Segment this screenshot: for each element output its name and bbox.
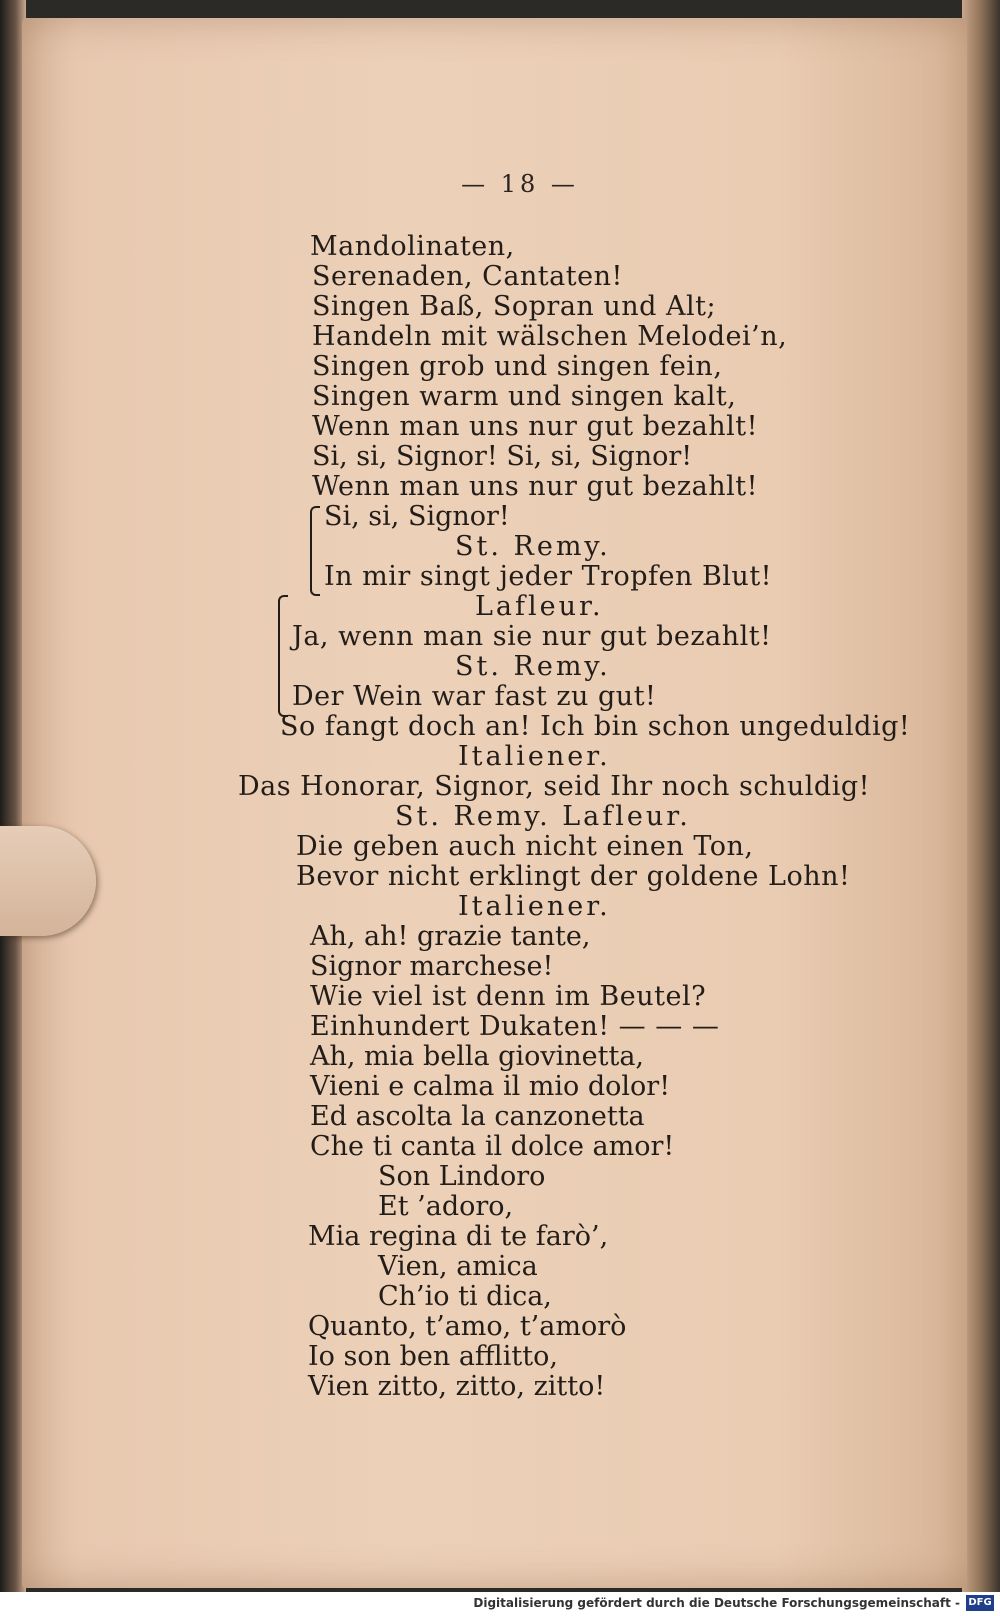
speaker-name: St. Remy. <box>455 531 611 562</box>
text-line: Ah, mia bella giovinetta, <box>310 1041 644 1072</box>
text-line: Son Lindoro <box>378 1161 546 1192</box>
footer-credit: Digitalisierung gefördert durch die Deutsche Forschungsgemeinschaft - <box>473 1596 960 1610</box>
text-line: Singen warm und singen kalt, <box>312 381 737 412</box>
text-line: Et ’adoro, <box>378 1191 514 1222</box>
speaker-name: Italiener. <box>458 891 611 922</box>
text-line: Handeln mit wälschen Melodei’n, <box>312 321 788 352</box>
text-line: Das Honorar, Signor, seid Ihr noch schuldig! <box>238 771 870 802</box>
brace <box>278 595 288 717</box>
text-line: Vien, amica <box>378 1251 538 1282</box>
book-right-edge <box>962 0 1000 1616</box>
text-line: Einhundert Dukaten! — — — <box>310 1011 720 1042</box>
text-line: Vien zitto, zitto, zitto! <box>308 1371 606 1402</box>
text-line: Bevor nicht erklingt der goldene Lohn! <box>296 861 851 892</box>
speaker-name: St. Remy. <box>455 651 611 682</box>
dfg-logo: DFG <box>966 1595 994 1611</box>
text-line: Signor marchese! <box>310 951 554 982</box>
text-line: Ah, ah! grazie tante, <box>310 921 591 952</box>
text-line: Serenaden, Cantaten! <box>312 261 623 292</box>
text-line: Singen grob und singen fein, <box>312 351 723 382</box>
brace <box>310 506 320 596</box>
text-line: Vieni e calma il mio dolor! <box>310 1071 671 1102</box>
speaker-name: Lafleur. <box>475 591 604 622</box>
text-line: Ja, wenn man sie nur gut bezahlt! <box>292 621 772 652</box>
text-line: Mia regina di te farò’, <box>308 1221 609 1252</box>
text-line: Der Wein war fast zu gut! <box>292 681 657 712</box>
text-line: Ch’io ti dica, <box>378 1281 552 1312</box>
footer-bar <box>0 1592 1000 1616</box>
text-line: Wenn man uns nur gut bezahlt! <box>312 411 758 442</box>
speaker-name: St. Remy. Lafleur. <box>395 801 691 832</box>
text-line: Singen Baß, Sopran und Alt; <box>312 291 717 322</box>
text-line: Wie viel ist denn im Beutel? <box>310 981 707 1012</box>
text-line: Ed ascolta la canzonetta <box>310 1101 645 1132</box>
speaker-name: Italiener. <box>458 741 611 772</box>
text-line: Che ti canta il dolce amor! <box>310 1131 675 1162</box>
text-line: Si, si, Signor! <box>324 501 510 532</box>
text-line: Mandolinaten, <box>310 231 515 262</box>
text-line: In mir singt jeder Tropfen Blut! <box>324 561 773 592</box>
text-line: Io son ben afflitto, <box>308 1341 558 1372</box>
text-line: So fangt doch an! Ich bin schon ungeduldig! <box>280 711 911 742</box>
text-line: Die geben auch nicht einen Ton, <box>296 831 754 862</box>
text-line: Si, si, Signor! Si, si, Signor! <box>312 441 693 472</box>
text-line: Wenn man uns nur gut bezahlt! <box>312 471 758 502</box>
page-number: — 18 — <box>461 170 579 198</box>
text-line: Quanto, t’amo, t’amorò <box>308 1311 627 1342</box>
